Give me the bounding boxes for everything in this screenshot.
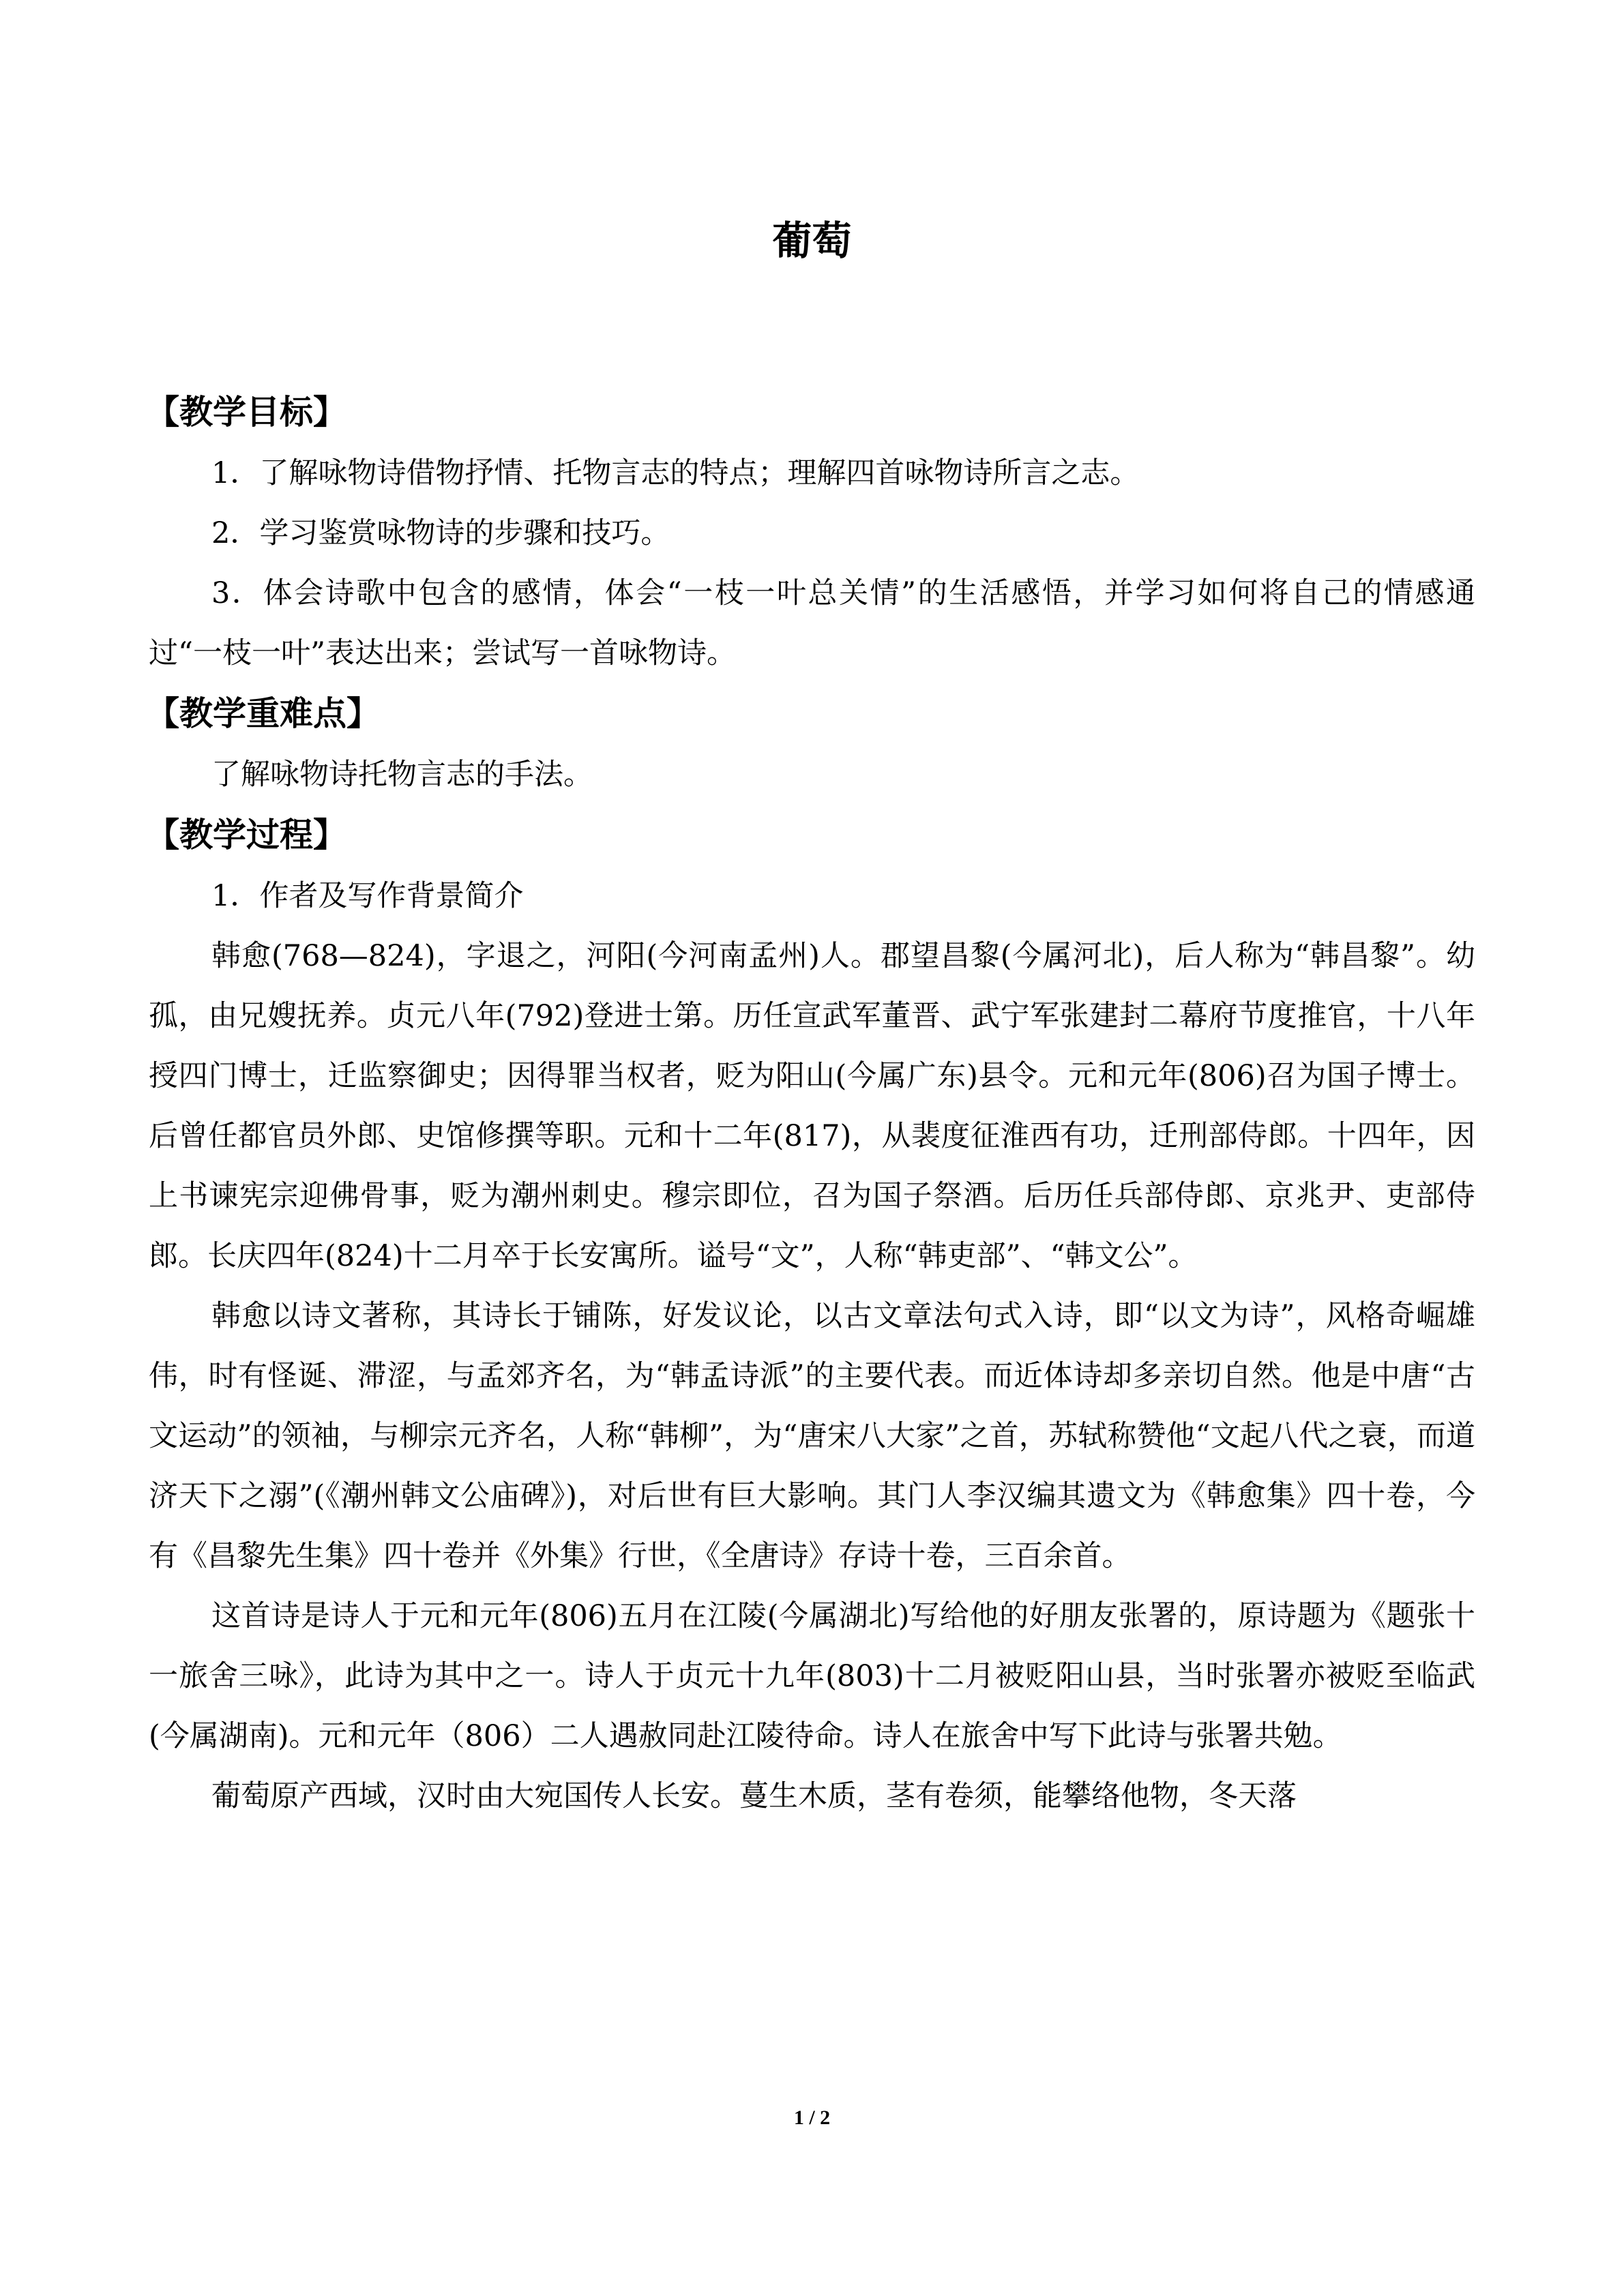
page-number: 1 / 2 [793,2106,831,2129]
paragraph-author-bio: 韩愈(768—824)，字退之，河阳(今河南孟州)人。郡望昌黎(今属河北)，后人称为“韩昌黎”。幼孤，由兄嫂抚养。贞元八年(792)登进士第。历任宣武军董晋、武宁军张建封二幕府节度推官，十八年授四门博士，迁监察御史；因得罪当权者，贬为阳山(今属广东)县令。元和元年(806)召为国子博士。后曾任都官员外郎、史馆修撰等职。元和十二年(817)，从裴度征淮西有功，迁刑部侍郎。十四年，因上书谏宪宗迎佛骨事，贬为潮州刺史。穆宗即位，召为国子祭酒。后历任兵部侍郎、京兆尹、吏部侍郎。长庆四年(824)十二月卒于长安寓所。谥号“文”，人称“韩吏部”、“韩文公”。 [149,939,1475,1273]
paragraph-grape-intro: 葡萄原产西域，汉时由大宛国传人长安。蔓生木质，茎有卷须，能攀络他物，冬天落 [211,1779,1297,1813]
paragraph-poem-background: 这首诗是诗人于元和元年(806)五月在江陵(今属湖北)写给他的好朋友张署的，原诗题为《题张十一旅舍三咏》，此诗为其中之一。诗人于贞元十九年(803)十二月被贬阳山县，当时张署亦被贬至临武(今属湖南)。元和元年（806）二人遇赦同赴江陵待命。诗人在旅舍中写下此诗与张署共勉。 [149,1599,1475,1753]
goal-item-2: 2．学习鉴赏咏物诗的步骤和技巧。 [211,516,670,550]
key-points-text: 了解咏物诗托物言志的手法。 [211,758,593,792]
section-heading-goals: 【教学目标】 [146,393,347,432]
process-subheading: 1．作者及写作背景简介 [211,879,524,913]
section-heading-key-points: 【教学重难点】 [146,694,381,733]
page-title: 葡萄 [772,218,852,264]
document-body [146,382,1475,1826]
section-heading-process: 【教学过程】 [146,816,347,854]
goal-item-3: 3．体会诗歌中包含的感情，体会“一枝一叶总关情”的生活感悟，并学习如何将自己的情感通过“一枝一叶”表达出来；尝试写一首咏物诗。 [149,576,1475,670]
goal-item-1: 1．了解咏物诗借物抒情、托物言志的特点；理解四首咏物诗所言之志。 [211,456,1140,490]
paragraph-author-works: 韩愈以诗文著称，其诗长于铺陈，好发议论，以古文章法句式入诗，即“以文为诗”，风格奇崛雄伟，时有怪诞、滞涩，与孟郊齐名，为“韩孟诗派”的主要代表。而近体诗却多亲切自然。他是中唐“古文运动”的领袖，与柳宗元齐名，人称“韩柳”，为“唐宋八大家”之首，苏轼称赞他“文起八代之衰，而道济天下之溺”(《潮州韩文公庙碑》)，对后世有巨大影响。其门人李汉编其遗文为《韩愈集》四十卷，今有《昌黎先生集》四十卷并《外集》行世，《全唐诗》存诗十卷，三百余首。 [149,1299,1475,1573]
